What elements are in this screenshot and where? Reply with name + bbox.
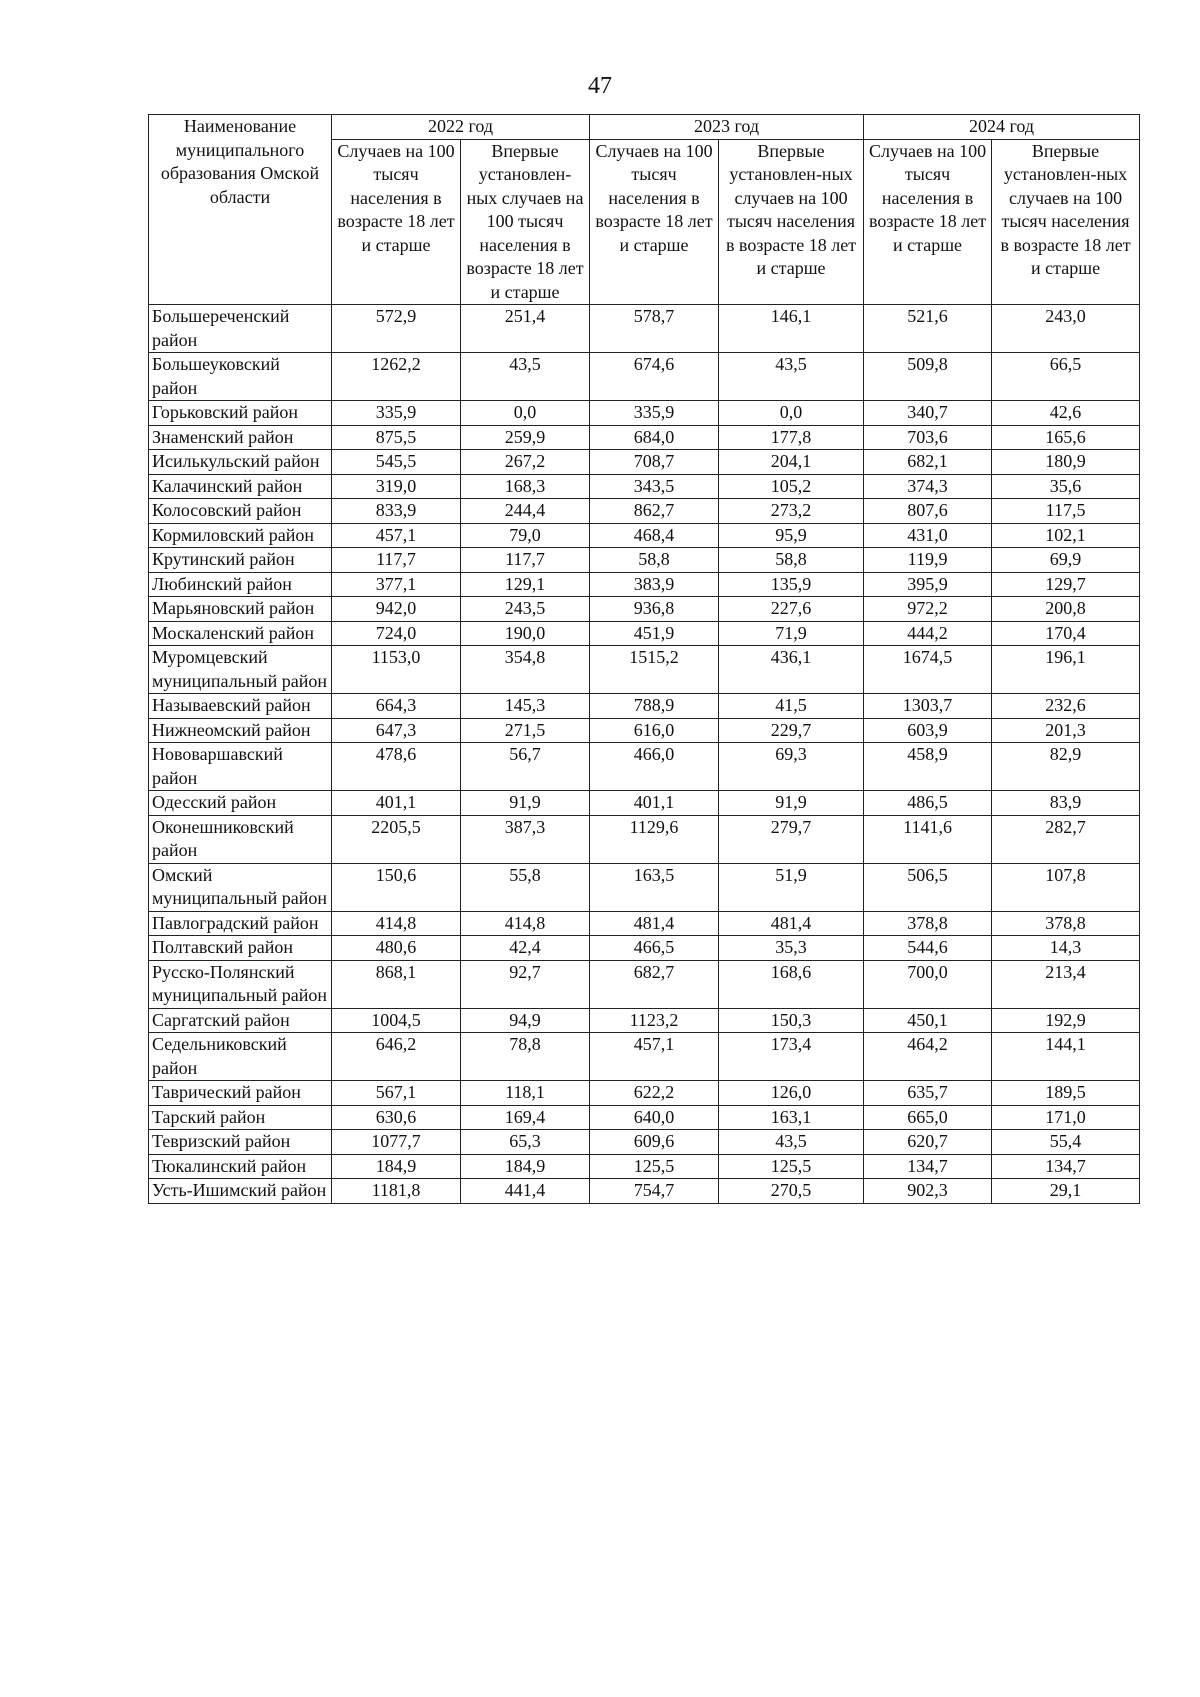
cases-2022-cell: 868,1 <box>332 960 461 1008</box>
municipality-name: Марьяновский район <box>149 597 332 622</box>
new-cases-2024-cell: 282,7 <box>992 815 1140 863</box>
new-cases-2023-cell: 0,0 <box>719 401 864 426</box>
table-row <box>149 815 1140 863</box>
municipality-name: Колосовский район <box>149 499 332 524</box>
municipality-name: Называевский район <box>149 694 332 719</box>
municipality-name: Оконешниковский район <box>149 815 332 863</box>
municipality-name: Нововаршавский район <box>149 743 332 791</box>
table-row <box>149 743 1140 791</box>
table-row <box>149 1105 1140 1130</box>
cases-2023-header: Случаев на 100 тысяч населения в возрасте 18 лет и старше <box>590 139 719 305</box>
new-cases-2022-cell: 251,4 <box>461 305 590 353</box>
table-row <box>149 718 1140 743</box>
cases-2022-cell: 457,1 <box>332 523 461 548</box>
table-row <box>149 1130 1140 1155</box>
new-cases-2023-cell: 69,3 <box>719 743 864 791</box>
municipality-name: Павлоградский район <box>149 911 332 936</box>
table-row <box>149 305 1140 353</box>
cases-2023-cell: 936,8 <box>590 597 719 622</box>
cases-2022-cell: 567,1 <box>332 1081 461 1106</box>
table-row <box>149 401 1140 426</box>
new-cases-2024-cell: 196,1 <box>992 646 1140 694</box>
cases-2022-cell: 150,6 <box>332 863 461 911</box>
year-2022-header: 2022 год <box>332 115 590 140</box>
new-cases-2022-cell: 92,7 <box>461 960 590 1008</box>
new-cases-2022-cell: 42,4 <box>461 936 590 961</box>
cases-2023-cell: 457,1 <box>590 1033 719 1081</box>
cases-2023-cell: 754,7 <box>590 1179 719 1204</box>
cases-2024-cell: 458,9 <box>864 743 992 791</box>
cases-2022-cell: 1004,5 <box>332 1008 461 1033</box>
cases-2023-cell: 862,7 <box>590 499 719 524</box>
cases-2024-cell: 1141,6 <box>864 815 992 863</box>
cases-2024-header: Случаев на 100 тысяч населения в возрасте 18 лет и старше <box>864 139 992 305</box>
table-row <box>149 353 1140 401</box>
new-cases-2024-cell: 189,5 <box>992 1081 1140 1106</box>
municipality-name: Тарский район <box>149 1105 332 1130</box>
municipality-name: Муромцевский муниципальный район <box>149 646 332 694</box>
cases-2023-cell: 1515,2 <box>590 646 719 694</box>
municipality-name: Омский муниципальный район <box>149 863 332 911</box>
cases-2023-cell: 451,9 <box>590 621 719 646</box>
new-cases-2022-cell: 78,8 <box>461 1033 590 1081</box>
cases-2024-cell: 521,6 <box>864 305 992 353</box>
new-cases-2022-cell: 169,4 <box>461 1105 590 1130</box>
new-cases-2024-cell: 102,1 <box>992 523 1140 548</box>
new-cases-2024-cell: 66,5 <box>992 353 1140 401</box>
cases-2023-cell: 466,0 <box>590 743 719 791</box>
cases-2024-cell: 635,7 <box>864 1081 992 1106</box>
cases-2023-cell: 335,9 <box>590 401 719 426</box>
cases-2024-cell: 374,3 <box>864 474 992 499</box>
new-cases-2024-cell: 165,6 <box>992 425 1140 450</box>
new-cases-2022-cell: 387,3 <box>461 815 590 863</box>
new-cases-2023-cell: 279,7 <box>719 815 864 863</box>
new-cases-2024-cell: 117,5 <box>992 499 1140 524</box>
table-header <box>149 115 1140 305</box>
new-cases-2023-cell: 173,4 <box>719 1033 864 1081</box>
new-cases-2022-cell: 55,8 <box>461 863 590 911</box>
cases-2022-cell: 2205,5 <box>332 815 461 863</box>
cases-2023-cell: 640,0 <box>590 1105 719 1130</box>
new-cases-2023-cell: 163,1 <box>719 1105 864 1130</box>
new-cases-2023-cell: 146,1 <box>719 305 864 353</box>
municipality-name: Тевризский район <box>149 1130 332 1155</box>
cases-2023-cell: 466,5 <box>590 936 719 961</box>
cases-2024-cell: 378,8 <box>864 911 992 936</box>
cases-2022-cell: 184,9 <box>332 1154 461 1179</box>
cases-2024-cell: 700,0 <box>864 960 992 1008</box>
new-cases-2022-cell: 94,9 <box>461 1008 590 1033</box>
table-row <box>149 1154 1140 1179</box>
cases-2022-cell: 630,6 <box>332 1105 461 1130</box>
municipality-column-header: Наименование муниципального образования Омской области <box>149 115 332 305</box>
new-cases-2023-cell: 71,9 <box>719 621 864 646</box>
table-row <box>149 572 1140 597</box>
new-cases-2022-cell: 145,3 <box>461 694 590 719</box>
municipality-name: Русско-Полянский муниципальный район <box>149 960 332 1008</box>
new-cases-2022-cell: 259,9 <box>461 425 590 450</box>
cases-2022-cell: 646,2 <box>332 1033 461 1081</box>
new-cases-2023-cell: 168,6 <box>719 960 864 1008</box>
new-cases-2024-cell: 170,4 <box>992 621 1140 646</box>
cases-2023-cell: 616,0 <box>590 718 719 743</box>
new-cases-2023-header: Впервые установлен-ных случаев на 100 тысяч населения в возрасте 18 лет и старше <box>719 139 864 305</box>
table-row <box>149 1008 1140 1033</box>
new-cases-2023-cell: 35,3 <box>719 936 864 961</box>
new-cases-2022-cell: 0,0 <box>461 401 590 426</box>
cases-2024-cell: 1674,5 <box>864 646 992 694</box>
cases-2024-cell: 431,0 <box>864 523 992 548</box>
cases-2022-cell: 319,0 <box>332 474 461 499</box>
new-cases-2023-cell: 270,5 <box>719 1179 864 1204</box>
new-cases-2022-cell: 190,0 <box>461 621 590 646</box>
cases-2023-cell: 578,7 <box>590 305 719 353</box>
table-row <box>149 791 1140 816</box>
municipality-name: Усть-Ишимский район <box>149 1179 332 1204</box>
municipality-name: Одесский район <box>149 791 332 816</box>
cases-2022-cell: 833,9 <box>332 499 461 524</box>
new-cases-2024-header: Впервые установлен-ных случаев на 100 тысяч населения в возрасте 18 лет и старше <box>992 139 1140 305</box>
cases-2023-cell: 58,8 <box>590 548 719 573</box>
cases-2022-cell: 401,1 <box>332 791 461 816</box>
new-cases-2024-cell: 213,4 <box>992 960 1140 1008</box>
new-cases-2024-cell: 14,3 <box>992 936 1140 961</box>
cases-2022-cell: 1077,7 <box>332 1130 461 1155</box>
cases-2023-cell: 622,2 <box>590 1081 719 1106</box>
cases-2024-cell: 509,8 <box>864 353 992 401</box>
table-row <box>149 548 1140 573</box>
municipality-name: Большереченский район <box>149 305 332 353</box>
cases-2023-cell: 788,9 <box>590 694 719 719</box>
table-row <box>149 911 1140 936</box>
new-cases-2023-cell: 51,9 <box>719 863 864 911</box>
municipality-name: Крутинский район <box>149 548 332 573</box>
cases-2024-cell: 665,0 <box>864 1105 992 1130</box>
cases-2023-cell: 125,5 <box>590 1154 719 1179</box>
cases-2023-cell: 343,5 <box>590 474 719 499</box>
cases-2022-header: Случаев на 100 тысяч населения в возрасте 18 лет и старше <box>332 139 461 305</box>
cases-2022-cell: 335,9 <box>332 401 461 426</box>
new-cases-2023-cell: 273,2 <box>719 499 864 524</box>
table-row <box>149 597 1140 622</box>
table-row <box>149 1033 1140 1081</box>
new-cases-2022-cell: 184,9 <box>461 1154 590 1179</box>
cases-2022-cell: 875,5 <box>332 425 461 450</box>
new-cases-2023-cell: 135,9 <box>719 572 864 597</box>
new-cases-2022-cell: 244,4 <box>461 499 590 524</box>
new-cases-2024-cell: 83,9 <box>992 791 1140 816</box>
new-cases-2023-cell: 43,5 <box>719 1130 864 1155</box>
table-row <box>149 474 1140 499</box>
new-cases-2022-cell: 43,5 <box>461 353 590 401</box>
cases-2024-cell: 682,1 <box>864 450 992 475</box>
new-cases-2024-cell: 42,6 <box>992 401 1140 426</box>
cases-2024-cell: 972,2 <box>864 597 992 622</box>
new-cases-2023-cell: 58,8 <box>719 548 864 573</box>
new-cases-2022-header: Впервые установлен-ных случаев на 100 тысяч населения в возрасте 18 лет и старше <box>461 139 590 305</box>
new-cases-2023-cell: 126,0 <box>719 1081 864 1106</box>
cases-2024-cell: 450,1 <box>864 1008 992 1033</box>
cases-2024-cell: 902,3 <box>864 1179 992 1204</box>
cases-2022-cell: 377,1 <box>332 572 461 597</box>
cases-2022-cell: 478,6 <box>332 743 461 791</box>
new-cases-2022-cell: 271,5 <box>461 718 590 743</box>
new-cases-2024-cell: 107,8 <box>992 863 1140 911</box>
table-body <box>149 305 1140 1204</box>
new-cases-2023-cell: 229,7 <box>719 718 864 743</box>
new-cases-2024-cell: 35,6 <box>992 474 1140 499</box>
cases-2024-cell: 486,5 <box>864 791 992 816</box>
cases-2024-cell: 807,6 <box>864 499 992 524</box>
municipality-name: Москаленский район <box>149 621 332 646</box>
table-row <box>149 863 1140 911</box>
cases-2022-cell: 480,6 <box>332 936 461 961</box>
new-cases-2022-cell: 79,0 <box>461 523 590 548</box>
cases-2022-cell: 1262,2 <box>332 353 461 401</box>
new-cases-2023-cell: 227,6 <box>719 597 864 622</box>
cases-2023-cell: 682,7 <box>590 960 719 1008</box>
municipality-name: Полтавский район <box>149 936 332 961</box>
new-cases-2022-cell: 118,1 <box>461 1081 590 1106</box>
new-cases-2022-cell: 414,8 <box>461 911 590 936</box>
statistics-table <box>148 114 1140 1204</box>
new-cases-2024-cell: 180,9 <box>992 450 1140 475</box>
cases-2024-cell: 603,9 <box>864 718 992 743</box>
cases-2023-cell: 163,5 <box>590 863 719 911</box>
page-number: 47 <box>588 73 612 99</box>
table-row <box>149 523 1140 548</box>
municipality-name: Нижнеомский район <box>149 718 332 743</box>
municipality-name: Калачинский район <box>149 474 332 499</box>
new-cases-2022-cell: 91,9 <box>461 791 590 816</box>
cases-2023-cell: 1129,6 <box>590 815 719 863</box>
cases-2022-cell: 1153,0 <box>332 646 461 694</box>
cases-2022-cell: 724,0 <box>332 621 461 646</box>
municipality-name: Таврический район <box>149 1081 332 1106</box>
municipality-name: Саргатский район <box>149 1008 332 1033</box>
new-cases-2023-cell: 177,8 <box>719 425 864 450</box>
new-cases-2024-cell: 200,8 <box>992 597 1140 622</box>
new-cases-2023-cell: 125,5 <box>719 1154 864 1179</box>
municipality-name: Тюкалинский район <box>149 1154 332 1179</box>
cases-2022-cell: 664,3 <box>332 694 461 719</box>
table-row <box>149 646 1140 694</box>
new-cases-2022-cell: 168,3 <box>461 474 590 499</box>
cases-2023-cell: 674,6 <box>590 353 719 401</box>
cases-2024-cell: 620,7 <box>864 1130 992 1155</box>
year-2023-header: 2023 год <box>590 115 864 140</box>
new-cases-2022-cell: 117,7 <box>461 548 590 573</box>
table-row <box>149 1179 1140 1204</box>
new-cases-2022-cell: 267,2 <box>461 450 590 475</box>
new-cases-2024-cell: 29,1 <box>992 1179 1140 1204</box>
table-row <box>149 499 1140 524</box>
cases-2024-cell: 506,5 <box>864 863 992 911</box>
cases-2024-cell: 703,6 <box>864 425 992 450</box>
cases-2023-cell: 468,4 <box>590 523 719 548</box>
new-cases-2024-cell: 192,9 <box>992 1008 1140 1033</box>
cases-2023-cell: 1123,2 <box>590 1008 719 1033</box>
new-cases-2023-cell: 204,1 <box>719 450 864 475</box>
cases-2022-cell: 572,9 <box>332 305 461 353</box>
new-cases-2024-cell: 69,9 <box>992 548 1140 573</box>
table-row <box>149 1081 1140 1106</box>
new-cases-2024-cell: 134,7 <box>992 1154 1140 1179</box>
table-row <box>149 936 1140 961</box>
municipality-name: Седельниковский район <box>149 1033 332 1081</box>
new-cases-2024-cell: 82,9 <box>992 743 1140 791</box>
cases-2022-cell: 545,5 <box>332 450 461 475</box>
cases-2022-cell: 117,7 <box>332 548 461 573</box>
cases-2024-cell: 134,7 <box>864 1154 992 1179</box>
cases-2023-cell: 481,4 <box>590 911 719 936</box>
new-cases-2024-cell: 378,8 <box>992 911 1140 936</box>
new-cases-2024-cell: 129,7 <box>992 572 1140 597</box>
table-row <box>149 621 1140 646</box>
new-cases-2023-cell: 481,4 <box>719 911 864 936</box>
new-cases-2022-cell: 129,1 <box>461 572 590 597</box>
municipality-name: Любинский район <box>149 572 332 597</box>
new-cases-2024-cell: 55,4 <box>992 1130 1140 1155</box>
cases-2024-cell: 544,6 <box>864 936 992 961</box>
cases-2022-cell: 647,3 <box>332 718 461 743</box>
cases-2023-cell: 383,9 <box>590 572 719 597</box>
cases-2023-cell: 684,0 <box>590 425 719 450</box>
new-cases-2022-cell: 354,8 <box>461 646 590 694</box>
cases-2024-cell: 444,2 <box>864 621 992 646</box>
table-row <box>149 425 1140 450</box>
table-row <box>149 694 1140 719</box>
new-cases-2024-cell: 144,1 <box>992 1033 1140 1081</box>
new-cases-2023-cell: 95,9 <box>719 523 864 548</box>
new-cases-2023-cell: 43,5 <box>719 353 864 401</box>
new-cases-2023-cell: 91,9 <box>719 791 864 816</box>
cases-2024-cell: 119,9 <box>864 548 992 573</box>
new-cases-2022-cell: 56,7 <box>461 743 590 791</box>
cases-2024-cell: 464,2 <box>864 1033 992 1081</box>
municipality-name: Горьковский район <box>149 401 332 426</box>
cases-2024-cell: 340,7 <box>864 401 992 426</box>
new-cases-2022-cell: 243,5 <box>461 597 590 622</box>
cases-2024-cell: 395,9 <box>864 572 992 597</box>
new-cases-2023-cell: 436,1 <box>719 646 864 694</box>
new-cases-2023-cell: 105,2 <box>719 474 864 499</box>
cases-2022-cell: 942,0 <box>332 597 461 622</box>
new-cases-2024-cell: 171,0 <box>992 1105 1140 1130</box>
new-cases-2023-cell: 150,3 <box>719 1008 864 1033</box>
new-cases-2024-cell: 243,0 <box>992 305 1140 353</box>
cases-2022-cell: 414,8 <box>332 911 461 936</box>
table-row <box>149 960 1140 1008</box>
new-cases-2022-cell: 65,3 <box>461 1130 590 1155</box>
table-row <box>149 450 1140 475</box>
municipality-name: Кормиловский район <box>149 523 332 548</box>
new-cases-2024-cell: 201,3 <box>992 718 1140 743</box>
new-cases-2023-cell: 41,5 <box>719 694 864 719</box>
cases-2022-cell: 1181,8 <box>332 1179 461 1204</box>
cases-2023-cell: 401,1 <box>590 791 719 816</box>
municipality-name: Большеуковский район <box>149 353 332 401</box>
cases-2024-cell: 1303,7 <box>864 694 992 719</box>
municipality-name: Знаменский район <box>149 425 332 450</box>
year-2024-header: 2024 год <box>864 115 1140 140</box>
new-cases-2024-cell: 232,6 <box>992 694 1140 719</box>
cases-2023-cell: 609,6 <box>590 1130 719 1155</box>
new-cases-2022-cell: 441,4 <box>461 1179 590 1204</box>
municipality-name: Исилькульский район <box>149 450 332 475</box>
cases-2023-cell: 708,7 <box>590 450 719 475</box>
